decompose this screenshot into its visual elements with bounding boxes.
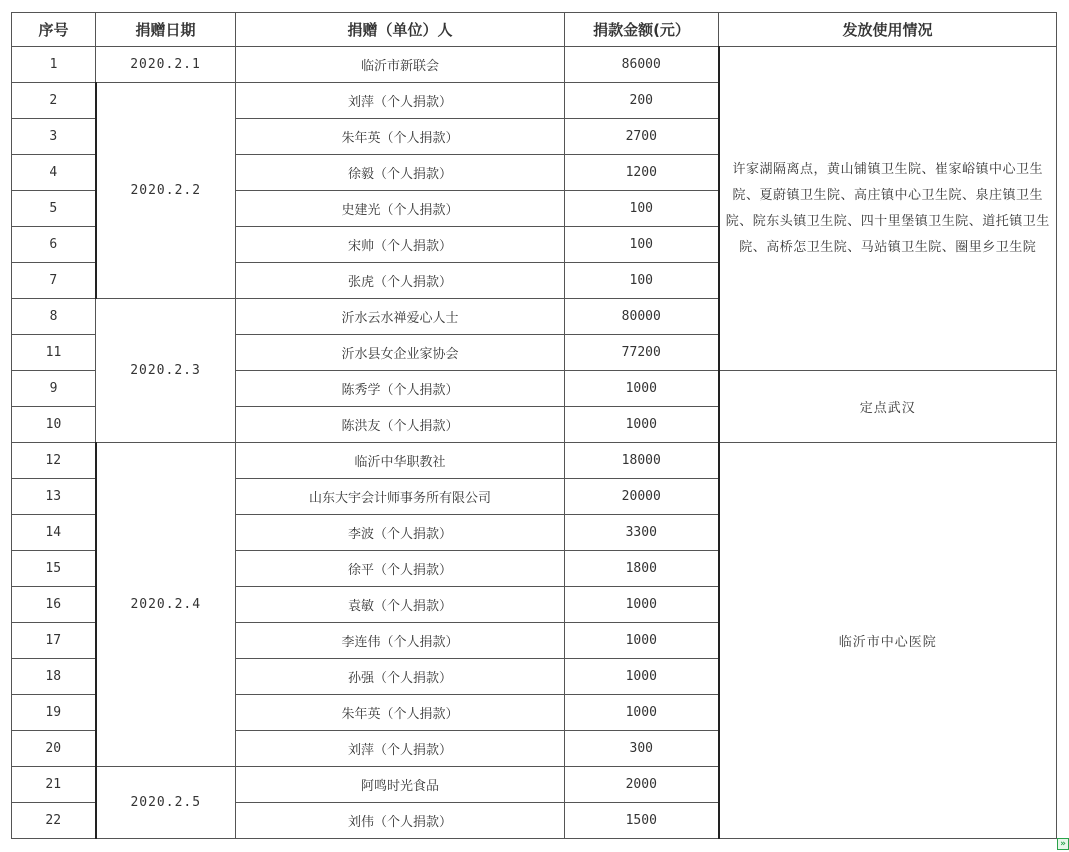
table-header-row	[12, 13, 1057, 47]
row-amount: 20000	[565, 479, 719, 515]
row-amount: 1800	[565, 551, 719, 587]
row-donor: 陈洪友（个人捐款）	[236, 407, 565, 443]
row-seq: 20	[12, 731, 96, 767]
row-date: 2020.2.4	[96, 443, 236, 767]
row-seq: 15	[12, 551, 96, 587]
row-seq: 8	[12, 299, 96, 335]
row-amount: 100	[565, 191, 719, 227]
row-donor: 刘伟（个人捐款）	[236, 803, 565, 839]
row-seq: 7	[12, 263, 96, 299]
row-donor: 徐毅（个人捐款）	[236, 155, 565, 191]
row-seq: 19	[12, 695, 96, 731]
row-amount: 1000	[565, 371, 719, 407]
row-seq: 1	[12, 47, 96, 83]
usage-group-1: 许家湖隔离点，黄山铺镇卫生院、崔家峪镇中心卫生院、夏蔚镇卫生院、高庄镇中心卫生院、泉庄镇卫生院、院东头镇卫生院、四十里堡镇卫生院、道托镇卫生院、高桥怎卫生院、马站镇卫生院、圈里乡卫生院	[719, 47, 1057, 371]
row-amount: 1000	[565, 587, 719, 623]
row-amount: 1200	[565, 155, 719, 191]
row-amount: 1000	[565, 695, 719, 731]
usage-group-3: 临沂市中心医院	[719, 443, 1057, 839]
donation-table	[11, 12, 1057, 839]
row-amount: 1000	[565, 623, 719, 659]
row-donor: 刘萍（个人捐款）	[236, 83, 565, 119]
row-seq: 13	[12, 479, 96, 515]
row-date: 2020.2.3	[96, 299, 236, 443]
row-seq: 16	[12, 587, 96, 623]
row-amount: 3300	[565, 515, 719, 551]
scroll-down-icon[interactable]: »	[1057, 838, 1069, 850]
row-donor: 阿鸣时光食品	[236, 767, 565, 803]
header-donor: 捐赠（单位）人	[236, 13, 565, 47]
row-donor: 刘萍（个人捐款）	[236, 731, 565, 767]
row-seq: 10	[12, 407, 96, 443]
row-amount: 1000	[565, 659, 719, 695]
row-donor: 李波（个人捐款）	[236, 515, 565, 551]
row-amount: 2700	[565, 119, 719, 155]
row-amount: 300	[565, 731, 719, 767]
row-donor: 临沂市新联会	[236, 47, 565, 83]
row-donor: 李连伟（个人捐款）	[236, 623, 565, 659]
row-amount: 86000	[565, 47, 719, 83]
row-amount: 2000	[565, 767, 719, 803]
row-donor: 宋帅（个人捐款）	[236, 227, 565, 263]
row-seq: 17	[12, 623, 96, 659]
header-date: 捐赠日期	[96, 13, 236, 47]
row-donor: 沂水云水禅爱心人士	[236, 299, 565, 335]
row-date: 2020.2.1	[96, 47, 236, 83]
row-donor: 袁敏（个人捐款）	[236, 587, 565, 623]
row-seq: 5	[12, 191, 96, 227]
row-seq: 14	[12, 515, 96, 551]
row-donor: 孙强（个人捐款）	[236, 659, 565, 695]
row-donor: 张虎（个人捐款）	[236, 263, 565, 299]
row-amount: 80000	[565, 299, 719, 335]
row-donor: 朱年英（个人捐款）	[236, 695, 565, 731]
row-amount: 1500	[565, 803, 719, 839]
row-seq: 22	[12, 803, 96, 839]
row-donor: 徐平（个人捐款）	[236, 551, 565, 587]
table-row	[12, 443, 1057, 479]
row-donor: 山东大宇会计师事务所有限公司	[236, 479, 565, 515]
row-seq: 6	[12, 227, 96, 263]
row-seq: 9	[12, 371, 96, 407]
row-amount: 77200	[565, 335, 719, 371]
row-seq: 12	[12, 443, 96, 479]
row-seq: 21	[12, 767, 96, 803]
row-seq: 18	[12, 659, 96, 695]
row-amount: 100	[565, 263, 719, 299]
row-seq: 4	[12, 155, 96, 191]
row-amount: 200	[565, 83, 719, 119]
header-amount: 捐款金额(元）	[565, 13, 719, 47]
row-seq: 2	[12, 83, 96, 119]
header-seq: 序号	[12, 13, 96, 47]
row-date: 2020.2.5	[96, 767, 236, 839]
row-donor: 史建光（个人捐款）	[236, 191, 565, 227]
row-amount: 18000	[565, 443, 719, 479]
header-usage: 发放使用情况	[719, 13, 1057, 47]
row-seq: 11	[12, 335, 96, 371]
row-amount: 100	[565, 227, 719, 263]
usage-group-2: 定点武汉	[719, 371, 1057, 443]
row-donor: 临沂中华职教社	[236, 443, 565, 479]
table-row	[12, 47, 1057, 83]
row-amount: 1000	[565, 407, 719, 443]
row-date: 2020.2.2	[96, 83, 236, 299]
row-donor: 朱年英（个人捐款）	[236, 119, 565, 155]
row-donor: 沂水县女企业家协会	[236, 335, 565, 371]
row-donor: 陈秀学（个人捐款）	[236, 371, 565, 407]
row-seq: 3	[12, 119, 96, 155]
